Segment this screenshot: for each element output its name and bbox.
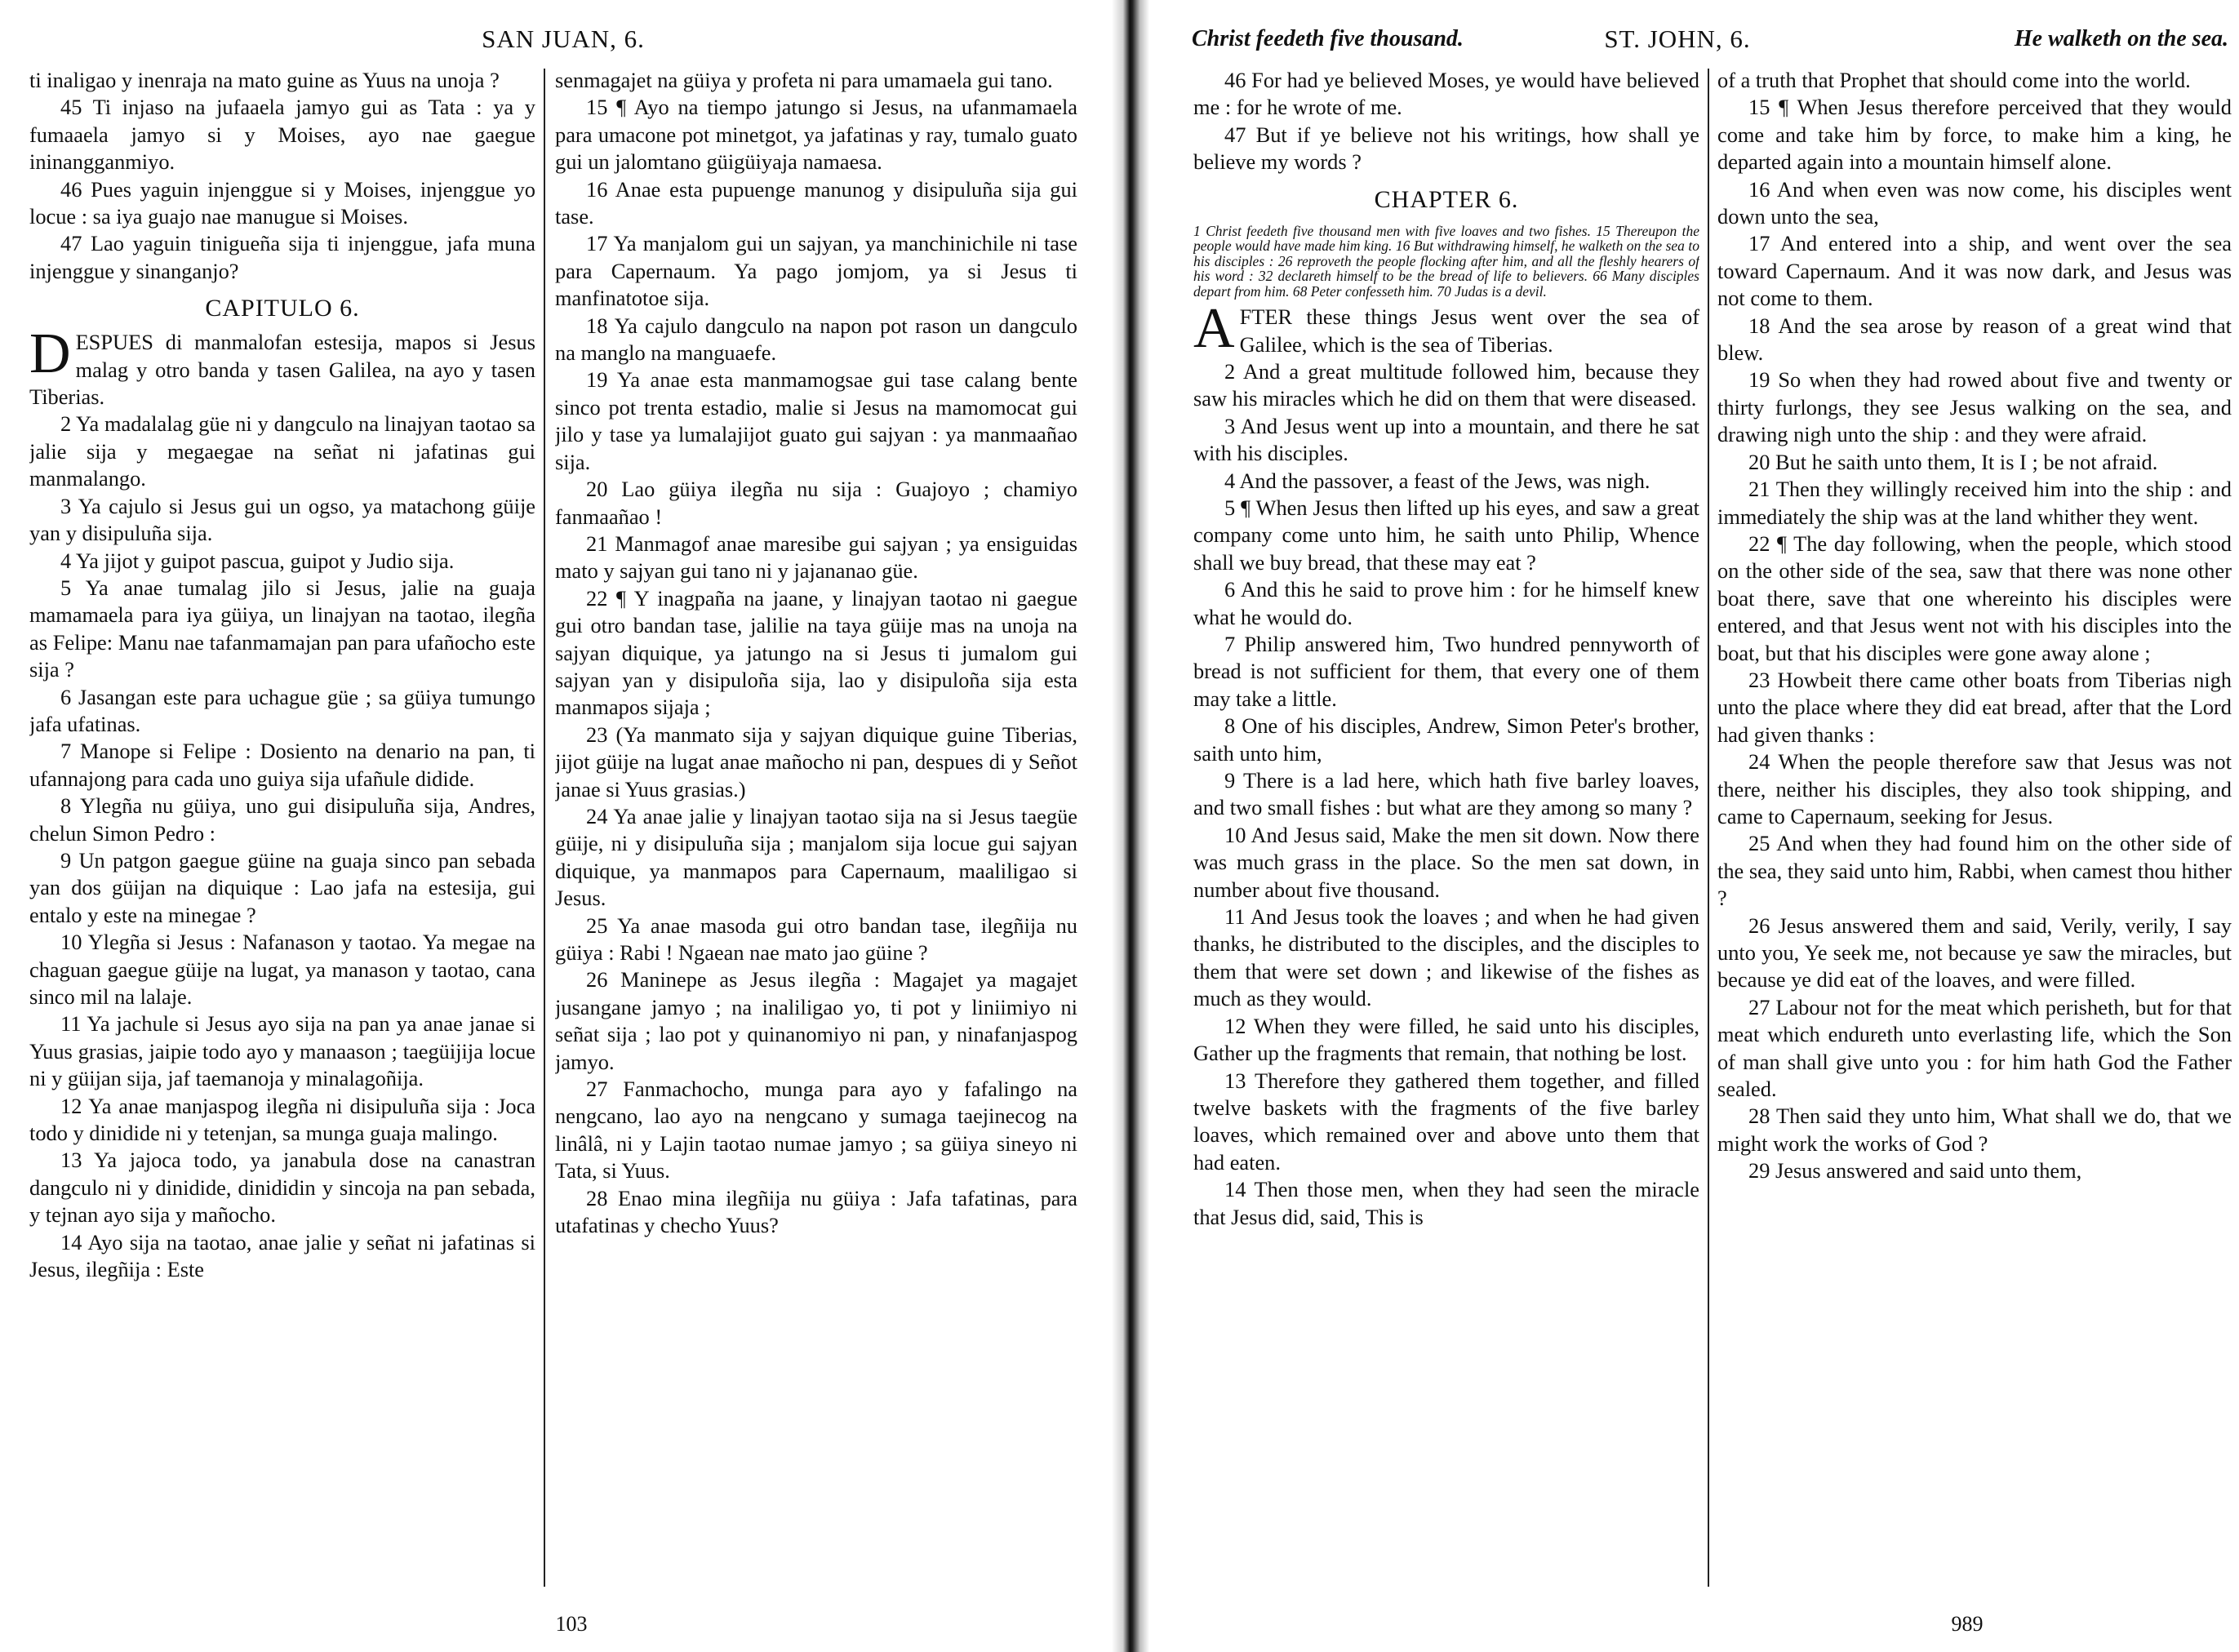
- left-column-2: [555, 67, 1077, 1610]
- verse: 20 But he saith unto them, It is I ; be not afraid.: [1748, 449, 2158, 474]
- left-first-verse: [29, 322, 535, 411]
- verse: 14 Ayo sija na taotao, anae jalie y señat ni jafatinas si Jesus, ilegñija : Este: [29, 1229, 535, 1282]
- verse: 45 Ti injaso na jufaaela jamyo gui as Tata : ya y fumaaela jamyo si y Moises, ayo nae gaegue ininangganmiyo.: [29, 95, 535, 175]
- left-column-rule: [544, 69, 545, 1587]
- left-col1-verses-after: [29, 411, 535, 1283]
- verse: 14 Then those men, when they had seen the miracle that Jesus did, said, This is: [1193, 1177, 1699, 1229]
- verse: 9 Un patgon gaegue güine na guaja sinco pan sebada yan dos güijan na diquique : Lao jafa na estesija, gui entalo y este na minegae ?: [29, 847, 535, 927]
- right-running-head-title: ST. JOHN, 6.: [1604, 24, 1751, 53]
- left-col1-verses-pre: [29, 67, 535, 285]
- right-running-head-right: He walketh on the sea.: [2014, 26, 2228, 51]
- verse: 46 Pues yaguin injenggue si y Moises, injenggue yo locue : sa iya guajo nae manugue si Moises.: [29, 176, 535, 229]
- verse: 23 (Ya manmato sija y sajyan diquique guine Tiberias, jijot güije na lugat anae mañocho ni pan, despues di y Señot janae si Yuus grasias.): [555, 722, 1077, 802]
- verse: 25 Ya anae masoda gui otro bandan tase, ilegñija nu güiya : Rabi ! Ngaean nae mato jao güine ?: [555, 913, 1077, 965]
- verse: 17 Ya manjalom gui un sajyan, ya manchinichile ni tase para Capernaum. Ya pago jomjom, ya si Jesus ti manfinatotoe sija.: [555, 231, 1077, 311]
- verse: 27 Labour not for the meat which perisheth, but for that meat which endureth unto everlasting life, which the Son of man shall give unto you : for him hath God the Father sealed.: [1717, 994, 2232, 1102]
- verse: 47 Lao yaguin tinigueña sija ti injenggue, jafa muna injenggue y sinanganjo?: [29, 231, 535, 283]
- right-first-verse: [1193, 297, 1699, 361]
- verse: 47 But if ye believe not his writings, how shall ye believe my words ?: [1193, 122, 1699, 175]
- right-page: [1143, 0, 2239, 1652]
- verse: 12 When they were filled, he said unto his disciples, Gather up the fragments that remain, that nothing be lost.: [1193, 1013, 1699, 1066]
- verse: 9 There is a lad here, which hath five barley loaves, and two small fishes : but what are they among so many ?: [1193, 768, 1699, 820]
- verse: 20 Lao güiya ilegña nu sija : Guajoyo ; chamiyo fanmaañao !: [555, 477, 1077, 529]
- verse: 25 And when they had found him on the other side of the sea, they said unto him, Rabbi, when camest thou hither ?: [1717, 831, 2232, 911]
- right-first-verse-text: FTER these things Jesus went over the sea of Galilee, which is the sea of Tiberias.: [1239, 304, 1699, 357]
- verse: 3 Ya cajulo si Jesus gui un ogso, ya matachong güije yan y disipuluña sija.: [29, 493, 535, 546]
- verse: 24 When the people therefore saw that Jesus was not there, neither his disciples, they also took shipping, and came to Capernaum, seeking for Jesus.: [1717, 749, 2232, 828]
- right-page-number: 989: [1951, 1612, 1984, 1636]
- verse: 23 Howbeit there came other boats from Tiberias nigh unto the place where they did eat bread, after that the Lord had given thanks :: [1717, 667, 2232, 747]
- verse: 8 One of his disciples, Andrew, Simon Peter's brother, saith unto him,: [1193, 713, 1699, 766]
- verse: 6 And this he said to prove him : for he himself knew what he would do.: [1193, 577, 1699, 629]
- right-column-rule: [1708, 69, 1709, 1587]
- verse: 46 For had ye believed Moses, ye would have believed me : for he wrote of me.: [1193, 68, 1699, 120]
- verse: 28 Enao mina ilegñija nu güiya : Jafa tafatinas, para utafatinas y checho Yuus?: [555, 1185, 1077, 1238]
- verse: 12 Ya anae manjaspog ilegña ni disipuluña sija : Joca todo y dinidide ni y tetenjan, sa munga guaja malingo.: [29, 1093, 535, 1146]
- verse: 16 And when even was now come, his disciples went down unto the sea,: [1717, 176, 2232, 229]
- verse: 28 Then said they unto him, What shall we do, that we might work the works of God ?: [1717, 1104, 2232, 1156]
- verse: of a truth that Prophet that should come into the world.: [1717, 68, 2191, 92]
- verse: 3 And Jesus went up into a mountain, and there he sat with his disciples.: [1193, 413, 1699, 466]
- left-running-head-title: SAN JUAN, 6.: [482, 24, 645, 53]
- left-running-head: [24, 16, 1102, 62]
- verse: 22 ¶ Y inagpaña na jaane, y linajyan taotao ni gaegue gui otro bandan tase, jalilie na taya güije mas na unoja na sajyan diquique, ya jatungo na si Jesus ti jumalom gui sajyan yan y disipuloña sija, lao y disipuloña sija esta manmapos sijaja ;: [555, 585, 1077, 720]
- verse: senmagajet na güiya y profeta ni para umamaela gui tano.: [555, 68, 1053, 92]
- verse: 7 Manope si Felipe : Dosiento na denario na pan, ti ufannajong para cada uno guiya sija ufañule didide.: [29, 739, 535, 791]
- verse: 19 So when they had rowed about five and twenty or thirty furlongs, they see Jesus walking on the sea, and drawing nigh unto the ship : and they were afraid.: [1717, 367, 2232, 447]
- verse: 15 ¶ Ayo na tiempo jatungo si Jesus, na ufanmamaela para umacone pot minetgot, ya jafatinas y ray, tumalo guato gui un jalomtano güigüiyaja namaesa.: [555, 95, 1077, 175]
- verse: ti inaligao y inenraja na mato guine as Yuus na unoja ?: [29, 68, 500, 92]
- verse: 29 Jesus answered and said unto them,: [1748, 1158, 2082, 1183]
- verse: 18 And the sea arose by reason of a great wind that blew.: [1717, 313, 2232, 366]
- left-first-verse-text: ESPUES di manmalofan estesija, mapos si Jesus malag y otro banda y tasen Galilea, na ayo y tasen Tiberias.: [29, 330, 535, 410]
- verse: 2 And a great multitude followed him, because they saw his miracles which he did on them that were diseased.: [1193, 358, 1699, 411]
- right-running-head: [1192, 16, 2228, 62]
- verse: 4 Ya jijot y guipot pascua, guipot y Judio sija.: [60, 548, 455, 573]
- verse: 11 And Jesus took the loaves ; and when he had given thanks, he distributed to the disciples, and the disciples to them that were set down ; and likewise of the fishes as much as they would.: [1193, 904, 1699, 1011]
- right-running-head-left: Christ feedeth five thousand.: [1192, 26, 1464, 51]
- verse: 18 Ya cajulo dangculo na napon pot rason un dangculo na manglo na manguaefe.: [555, 313, 1077, 366]
- verse: 10 And Jesus said, Make the men sit down. Now there was much grass in the place. So the men sat down, in number about five thousand.: [1193, 822, 1699, 902]
- verse: 26 Jesus answered them and said, Verily, verily, I say unto you, Ye seek me, not because ye saw the miracles, but because ye did eat of the loaves, and were filled.: [1717, 913, 2232, 993]
- left-column-1: [29, 67, 535, 1610]
- verse: 24 Ya anae jalie y linajyan taotao sija na si Jesus taegüe güije, ni y disipuluña sija ; manjalom sija locue gui sajyan diquique, ya manmapos para Capernaum, maaliligao si Jesus.: [555, 803, 1077, 911]
- verse: 27 Fanmachocho, munga para ayo y fafalingo na nengcano, lao ayo na nengcano y sumaga taejinecog na linâlâ, ni y Lajin taotao numae jamyo ; sa güiya sineyo ni Tata, si Yuus.: [555, 1077, 1077, 1183]
- verse: 6 Jasangan este para uchague güe ; sa güiya tumungo jafa ufatinas.: [29, 684, 535, 736]
- left-col2-verses: [555, 67, 1077, 1239]
- verse: 10 Ylegña si Jesus : Nafanason y taotao. Ya megae na chaguan gaegue güije na lugat, ya manason y taotao, cana sinco mil na lalaje.: [29, 930, 535, 1009]
- right-col2-verses: [1717, 67, 2232, 1185]
- right-col1-verses-pre: [1193, 67, 1699, 176]
- verse: 21 Manmagof anae maresibe gui sajyan ; ya ensiguidas mato y sajyan gui tano ni y jajananao güe.: [555, 531, 1077, 584]
- right-column-1: [1193, 67, 1699, 1610]
- right-col1-verses-after: [1193, 358, 1699, 1231]
- verse: 26 Maninepe as Jesus ilegña : Magajet ya magajet jusangane jamyo ; na inaliligao yo, ti pot y liniimiyo ni señat sija ; lao pot y quinanomiyo ni pan, y ninafanjaspog jamyo.: [555, 967, 1077, 1074]
- verse: 4 And the passover, a feast of the Jews, was nigh.: [1224, 468, 1650, 493]
- left-page-number: 103: [555, 1612, 588, 1636]
- verse: 13 Ya jajoca todo, ya janabula dose na canastran dangculo ni y dinidide, dinididin y sincoja na pan sebada, y tejnan ayo sija y mañocho.: [29, 1148, 535, 1228]
- verse: 16 Anae esta pupuenge manunog y disipuluña sija gui tase.: [555, 176, 1077, 229]
- verse: 5 ¶ When Jesus then lifted up his eyes, and saw a great company come unto him, he saith unto Philip, Whence shall we buy bread, that these may eat ?: [1193, 495, 1699, 575]
- verse: 13 Therefore they gathered them together, and filled twelve baskets with the fragments of the five barley loaves, which remained over and above unto them that had eaten.: [1193, 1068, 1699, 1175]
- right-dropcap: A: [1193, 297, 1235, 361]
- verse: 21 Then they willingly received him into the ship : and immediately the ship was at the land whither they went.: [1717, 477, 2232, 529]
- verse: 17 And entered into a ship, and went over the sea toward Capernaum. And it was now dark, and Jesus was not come to them.: [1717, 231, 2232, 311]
- right-column-2: [1717, 67, 2232, 1610]
- right-chapter-summary: 1 Christ feedeth five thousand men with five loaves and two fishes. 15 Thereupon the people would have made him king. 16 But withdrawing himself, he walketh on the sea to his disciples : 26 reproveth the people flocking after him, and all the fleshly hearers of his word : 32 declareth himself to be the bread of life to believers. 66 Many disciples depart from him. 68 Peter confesseth him. 70 Judas is a devil.: [1193, 222, 1699, 300]
- verse: 19 Ya anae esta manmamogsae gui tase calang bente sinco pot trenta estadio, malie si Jesus na mamomocat gui jilo y tase ya lumalajijot guato gui sajyan : ya manmaañao sija.: [555, 367, 1077, 474]
- verse: 8 Ylegña nu güiya, uno gui disipuluña sija, Andres, chelun Simon Pedro :: [29, 793, 535, 846]
- left-dropcap: D: [29, 322, 71, 386]
- verse: 22 ¶ The day following, when the people, which stood on the other side of the sea, saw that there was none other boat there, save that one whereinto his disciples were entered, and that Jesus went not with his disciples into the boat, but that his disciples were gone away alone ;: [1717, 531, 2232, 665]
- verse: 15 ¶ When Jesus therefore perceived that they would come and take him by force, to make him a king, he departed again into a mountain himself alone.: [1717, 95, 2232, 175]
- verse: 11 Ya jachule si Jesus ayo sija na pan ya anae janae si Yuus grasias, jaipie todo ayo y manaason ; taegüijija locue ni y güijan sija, jaf taemanoja y minalagoñija.: [29, 1011, 535, 1091]
- verse: 2 Ya madalalag güe ni y dangculo na linajyan taotao sa jalie sija y megaegae na señat ni jafatinas gui manmalango.: [29, 411, 535, 491]
- right-chapter-heading: CHAPTER 6.: [1374, 185, 1519, 213]
- verse: 7 Philip answered him, Two hundred pennyworth of bread is not sufficient for them, that every one of them may take a little.: [1193, 632, 1699, 711]
- left-chapter-heading: CAPITULO 6.: [205, 295, 360, 322]
- verse: 5 Ya anae tumalag jilo si Jesus, jalie na guaja mamamaela para iya güiya, un linajyan na taotao, ilegña as Felipe: Manu nae tafanmamajan pan para ufañocho este sija ?: [29, 575, 535, 682]
